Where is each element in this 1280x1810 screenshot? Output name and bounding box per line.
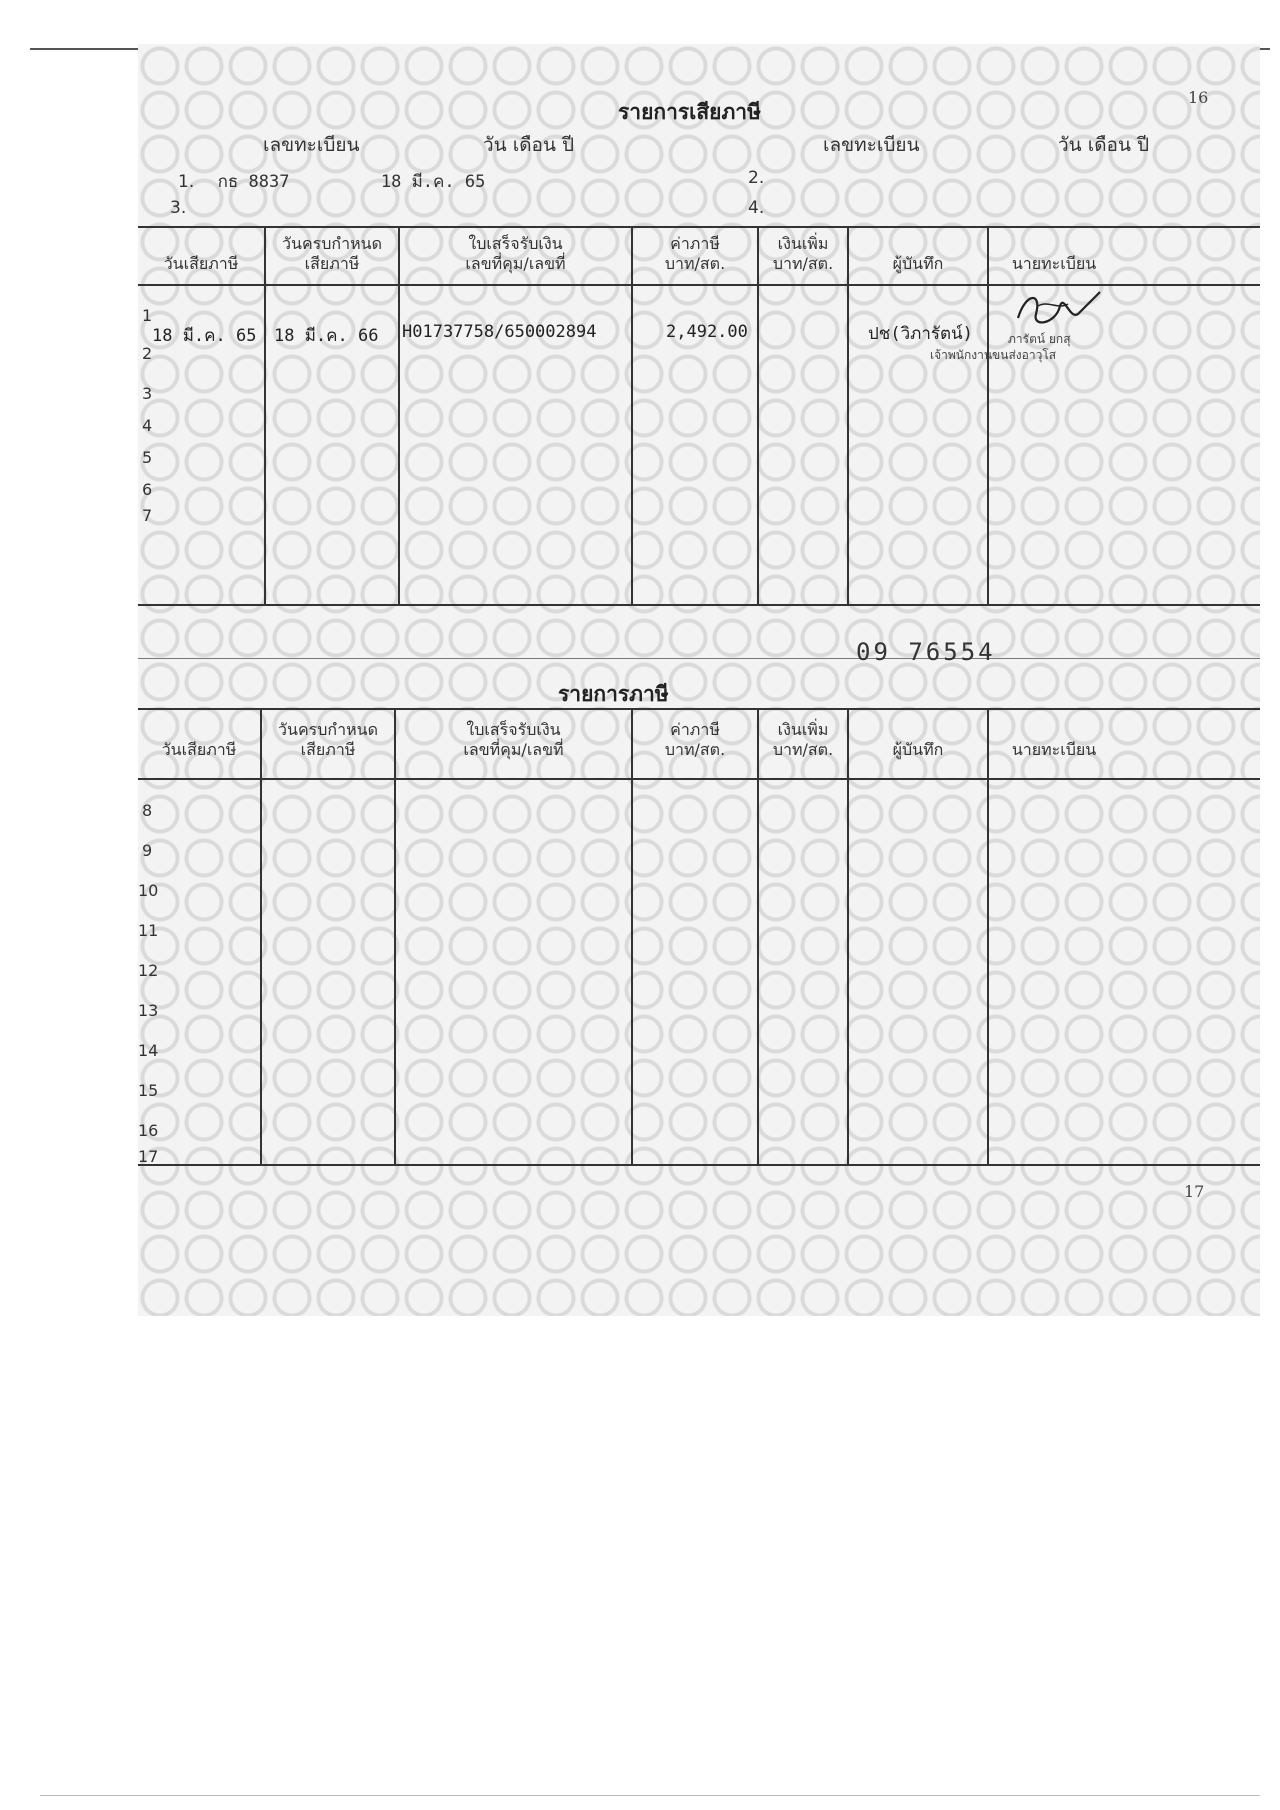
table2-top-line — [138, 708, 1260, 710]
row-number: 4 — [142, 416, 153, 435]
registrar-signature — [1008, 284, 1104, 336]
reg-no-header-right: เลขทะเบียน — [823, 134, 920, 156]
table1-col-divider — [987, 226, 989, 606]
col2-due-date: วันครบกำหนด เสียภาษี — [278, 720, 378, 759]
col-receipt: ใบเสร็จรับเงิน เลขที่คุม/เลขที่ — [465, 234, 566, 273]
registrar-stamp-name: ภารัตน์ ยกสุ — [1008, 332, 1071, 346]
table2-col-divider — [987, 708, 989, 1166]
registration-index: 4. — [748, 198, 765, 218]
col2-registrar: นายทะเบียน — [1011, 740, 1097, 759]
row-number: 6 — [142, 480, 153, 499]
registration-plate: กธ 8837 — [217, 172, 290, 192]
table1-col-divider — [847, 226, 849, 606]
table2-col-divider — [260, 708, 262, 1166]
row-number: 13 — [138, 1001, 159, 1020]
col2-receipt: ใบเสร็จรับเงิน เลขที่คุม/เลขที่ — [463, 720, 564, 759]
table2-header-line — [138, 778, 1260, 780]
date-header-left: วัน เดือน ปี — [483, 134, 575, 156]
table1-col-divider — [398, 226, 400, 606]
col2-tax-date: วันเสียภาษี — [161, 740, 237, 759]
table1-top-line — [138, 226, 1260, 228]
table1-col-divider — [757, 226, 759, 606]
registration-index: 3. — [170, 198, 187, 218]
row-number: 3 — [142, 384, 153, 403]
row-number: 16 — [138, 1121, 159, 1140]
entry-tax-amount: 2,492.00 — [666, 322, 748, 342]
row-number: 10 — [138, 881, 159, 900]
table1-col-divider — [631, 226, 633, 606]
row-number: 7 — [142, 506, 153, 525]
row-number: 2 — [142, 344, 153, 363]
table2-col-divider — [631, 708, 633, 1166]
col-recorder: ผู้บันทึก — [892, 254, 944, 273]
table2-col-divider — [847, 708, 849, 1166]
row-number: 9 — [142, 841, 153, 860]
col2-extra: เงินเพิ่ม บาท/สต. — [772, 720, 834, 759]
date-header-right: วัน เดือน ปี — [1058, 134, 1150, 156]
registration-3 — [170, 198, 186, 218]
col-extra: เงินเพิ่ม บาท/สต. — [772, 234, 834, 273]
entry-receipt: H01737758/650002894 — [402, 322, 597, 342]
registration-1 — [178, 168, 485, 195]
registration-index: 2. — [748, 168, 765, 188]
table2-col-divider — [394, 708, 396, 1166]
section2-title: รายการภาษี — [558, 682, 669, 706]
registration-2 — [748, 168, 764, 188]
col-tax: ค่าภาษี บาท/สต. — [664, 234, 726, 273]
section1-title: รายการเสียภาษี — [618, 100, 761, 124]
reg-no-header-left: เลขทะเบียน — [263, 134, 360, 156]
col2-recorder: ผู้บันทึก — [892, 740, 944, 759]
page-number-bottom: 17 — [1184, 1182, 1205, 1201]
table2-col-divider — [757, 708, 759, 1166]
registration-4 — [748, 198, 764, 218]
col-registrar: นายทะเบียน — [1011, 254, 1097, 273]
registrar-stamp-title: เจ้าพนักงานขนส่งอาวุโส — [930, 348, 1057, 362]
table1-col-divider — [264, 226, 266, 606]
row-number: 11 — [138, 921, 159, 940]
col-due-date: วันครบกำหนด เสียภาษี — [282, 234, 382, 273]
table2-bottom-line — [138, 1164, 1260, 1166]
document-number: 09 76554 — [856, 638, 996, 666]
registration-index: 1. — [178, 172, 195, 192]
entry-recorder: ปช(วิภารัตน์) — [868, 324, 973, 344]
table1-bottom-line — [138, 604, 1260, 606]
entry-due-date: 18 มี.ค. 66 — [274, 326, 379, 346]
col2-tax: ค่าภาษี บาท/สต. — [664, 720, 726, 759]
col-tax-date: วันเสียภาษี — [163, 254, 239, 273]
row-number: 15 — [138, 1081, 159, 1100]
registration-date: 18 มี.ค. 65 — [380, 172, 486, 192]
row-number: 14 — [138, 1041, 159, 1060]
entry-tax-date: 18 มี.ค. 65 — [152, 326, 257, 346]
row-number: 5 — [142, 448, 153, 467]
page-number-top: 16 — [1188, 88, 1209, 107]
bottom-scan-line — [40, 1795, 1260, 1796]
row-number: 8 — [142, 801, 153, 820]
section-separator — [138, 658, 1260, 659]
row-number: 12 — [138, 961, 159, 980]
row-number: 1 — [142, 306, 153, 325]
tax-record-sheet — [138, 44, 1260, 1316]
row-number: 17 — [138, 1147, 159, 1166]
